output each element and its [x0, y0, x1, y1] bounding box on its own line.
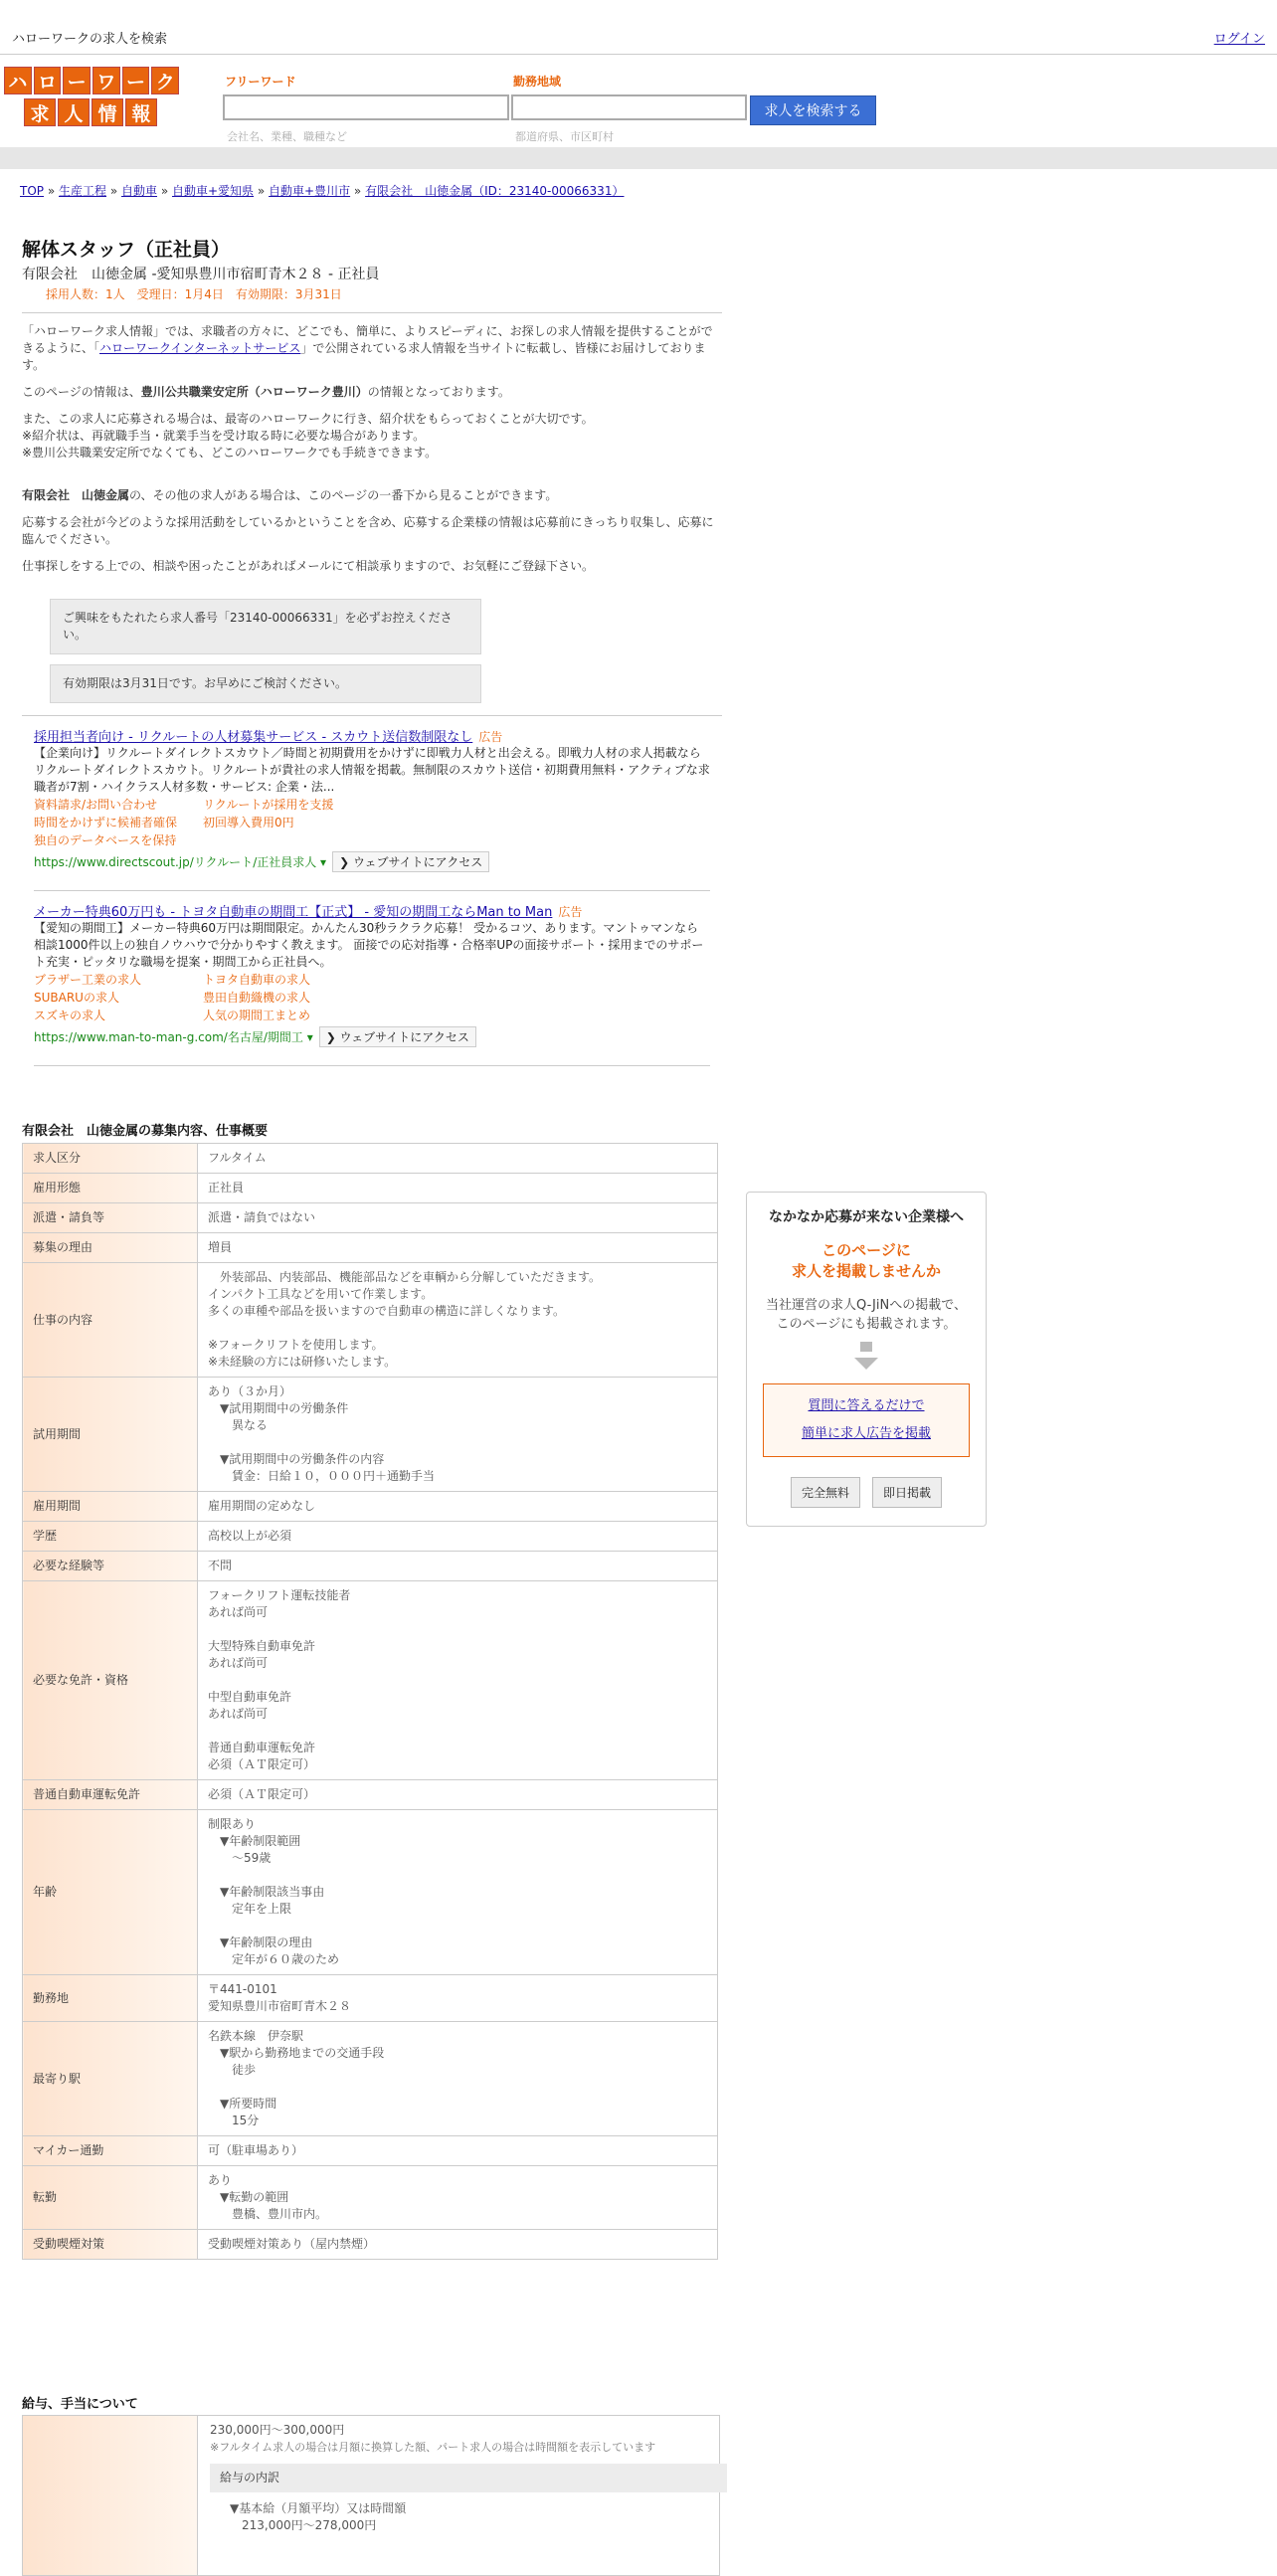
- detail-key: 学歴: [23, 1522, 198, 1552]
- office-name: 豊川公共職業安定所（ハローワーク豊川）: [140, 385, 368, 399]
- detail-value: 不問: [198, 1552, 718, 1581]
- breadcrumb-link[interactable]: TOP: [20, 184, 45, 198]
- ad-sitelink[interactable]: SUBARUの求人: [34, 991, 119, 1005]
- area-label: 勤務地域: [513, 75, 562, 89]
- down-arrow-icon: [854, 1358, 878, 1370]
- detail-key: 必要な経験等: [23, 1552, 198, 1581]
- detail-value: 外装部品、内装部品、機能部品などを車輌から分解していただきます。 インパクト工具などを用いて作業します。 多くの車種や部品を扱いますので自動車の構造に詳しくなります。 ※フォークリフトを使用します。 ※未経験の方には研修いたします。: [198, 1263, 718, 1378]
- details-title: 有限会社 山徳金属の募集内容、仕事概要: [22, 1124, 269, 1139]
- logo-char: ハ: [4, 67, 32, 94]
- detail-row: [23, 1810, 718, 1975]
- detail-value: フルタイム: [198, 1144, 718, 1174]
- detail-key: 仕事の内容: [23, 1263, 198, 1378]
- salary-title: 給与、手当について: [22, 2397, 138, 2412]
- breadcrumb-separator: »: [350, 184, 366, 198]
- detail-value: 雇用期間の定めなし: [198, 1492, 718, 1522]
- logo-char: 情: [91, 98, 123, 126]
- detail-value: 必須（ＡＴ限定可）: [198, 1780, 718, 1810]
- detail-row: [23, 1492, 718, 1522]
- visit-website-button[interactable]: ❯ ウェブサイトにアクセス: [319, 1026, 476, 1047]
- detail-key: 雇用期間: [23, 1492, 198, 1522]
- detail-key: マイカー通勤: [23, 2136, 198, 2166]
- ad-title-row: [34, 726, 710, 745]
- detail-key: 派遣・請負等: [23, 1203, 198, 1233]
- breadcrumb-separator: »: [44, 184, 59, 198]
- salary-item-label: ▼基本給（月額平均）又は時間額: [230, 2501, 407, 2515]
- ad-sitelink[interactable]: 初回導入費用0円: [203, 816, 294, 829]
- detail-row: [23, 1378, 718, 1492]
- expiry-notice: 有効期限は3月31日です。お早めにご検討ください。: [50, 664, 481, 703]
- salary-note: ※フルタイム求人の場合は月額に換算した額、パート求人の場合は時間額を表示しています: [210, 2441, 656, 2454]
- intro-text: ※紹介状は、再就職手当・就業手当を受け取る時に必要な場合があります。: [22, 429, 426, 443]
- keyword-input[interactable]: [223, 94, 509, 120]
- detail-value: 高校以上が必須: [198, 1522, 718, 1552]
- intro-text: 「ハローワーク求人情報」では、求職者の方々に、どこでも、簡単に、よりスピーディに、お探しの求人情報を提供することができるように、「: [22, 324, 713, 355]
- salary-table: [22, 2415, 720, 2576]
- keyword-help: 会社名、業種、職種など: [227, 130, 347, 143]
- detail-key: 募集の理由: [23, 1233, 198, 1263]
- logo-char: 人: [58, 98, 90, 126]
- header: [0, 55, 1277, 146]
- logo-char: ロ: [34, 67, 62, 94]
- ad-description: 【愛知の期間工】メーカー特典60万円は期間限定。かんたん30秒ラクラク応募！ 受かるコツ、あります。マントゥマンなら相談1000件以上の独自ノウハウで分かりやすく教えます。 面接での応対指導・合格率UPの面接サポート・採用までのサポート充実・ピッタリな職場を提案・期間工から正社員へ。: [34, 921, 704, 969]
- ad-sitelink[interactable]: 豊田自動織機の求人: [203, 991, 311, 1005]
- salary-item-value: 213,000円〜278,000円: [242, 2518, 377, 2532]
- detail-key: 勤務地: [23, 1975, 198, 2022]
- detail-value: 受動喫煙対策あり（屋内禁煙）: [198, 2230, 718, 2260]
- ad-label: 広告: [478, 730, 503, 744]
- detail-value: あり ▼転勤の範囲 豊橋、豊川市内。: [198, 2166, 718, 2230]
- ad-sitelinks: [34, 971, 710, 1024]
- intro-text: また、この求人に応募される場合は、最寄のハローワークに行き、紹介状をもらっておくことが大切です。: [22, 412, 594, 426]
- detail-row: [23, 2230, 718, 2260]
- employer-promo-panel: [746, 1192, 987, 1527]
- ad-title-link[interactable]: 採用担当者向け - リクルートの人材募集サービス - スカウト送信数制限なし: [34, 730, 473, 745]
- intro-paragraph-1: [22, 323, 722, 374]
- ad-title-link[interactable]: メーカー特典60万円も - トヨタ自動車の期間工【正式】 - 愛知の期間工ならMan to Man: [34, 905, 553, 920]
- detail-key: 最寄り駅: [23, 2022, 198, 2136]
- job-number-notice: ご興味をもたれたら求人番号「23140-00066331」を必ずお控えください。: [50, 599, 481, 654]
- area-input[interactable]: [511, 94, 747, 120]
- promo-text: 当社運営の求人Q-JiNへの掲載で、 このページにも掲載されます。: [766, 1298, 967, 1332]
- promo-highlight: このページに 求人を掲載しませんか: [791, 1241, 941, 1280]
- company-name: 有限会社 山徳金属: [22, 488, 130, 502]
- same-day-button[interactable]: 即日掲載: [872, 1477, 942, 1508]
- intro-paragraph-4: [22, 487, 722, 504]
- detail-key: 転勤: [23, 2166, 198, 2230]
- detail-row: [23, 2022, 718, 2136]
- breadcrumb-link[interactable]: 自動車+豊川市: [269, 184, 351, 198]
- ad-url-row: [34, 851, 710, 872]
- detail-row: [23, 1780, 718, 1810]
- detail-row: [23, 1975, 718, 2022]
- ad-sitelink[interactable]: 独自のデータベースを保持: [34, 833, 177, 847]
- job-subtitle: 有限会社 山徳金属 -愛知県豊川市宿町青木２８ - 正社員: [22, 267, 380, 282]
- breadcrumb-link[interactable]: 自動車+愛知県: [172, 184, 255, 198]
- detail-row: [23, 1233, 718, 1263]
- main-content: [22, 235, 722, 2260]
- ad-sitelink[interactable]: 資料請求/お問い合わせ: [34, 798, 158, 812]
- breadcrumb-link[interactable]: 生産工程: [59, 184, 107, 198]
- detail-value: 〒441-0101 愛知県豊川市宿町青木２８: [198, 1975, 718, 2022]
- detail-value: 名鉄本線 伊奈駅 ▼駅から勤務地までの交通手段 徒歩 ▼所要時間 15分: [198, 2022, 718, 2136]
- ad-url[interactable]: https://www.man-to-man-g.com/名古屋/期間工 ▾: [34, 1030, 313, 1044]
- detail-row: [23, 2166, 718, 2230]
- promo-heading: なかなか応募が来ない企業様へ: [769, 1209, 964, 1225]
- logo-char: ー: [63, 67, 91, 94]
- top-bar: [0, 0, 1277, 55]
- ad-url-row: [34, 1026, 710, 1047]
- intro-text: の情報となっております。: [367, 385, 510, 399]
- detail-key: 受動喫煙対策: [23, 2230, 198, 2260]
- breadcrumb: [20, 182, 624, 199]
- logo-char: 報: [125, 98, 157, 126]
- detail-row: [23, 2136, 718, 2166]
- job-meta: 採用人数：1人 受理日：1月4日 有効期限：3月31日: [46, 287, 342, 301]
- breadcrumb-separator: »: [254, 184, 270, 198]
- ad-sitelinks: [34, 796, 710, 849]
- detail-key: 年齢: [23, 1810, 198, 1975]
- detail-row: [23, 1522, 718, 1552]
- hellowork-logo[interactable]: [4, 67, 179, 124]
- detail-row: [23, 1552, 718, 1581]
- free-button[interactable]: 完全無料: [791, 1477, 860, 1508]
- salary-item: [230, 2500, 727, 2534]
- intro-paragraph-6: 仕事探しをする上での、相談や困ったことがあればメールにて相談承りますので、お気軽にご登録下さい。: [22, 559, 595, 573]
- detail-row: [23, 1263, 718, 1378]
- salary-breakdown-header: 給与の内訳: [210, 2464, 727, 2492]
- detail-key: 雇用形態: [23, 1174, 198, 1203]
- intro-paragraph-3: [22, 411, 722, 461]
- ad-label: 広告: [558, 905, 583, 919]
- ad-description: 【企業向け】リクルートダイレクトスカウト／時間と初期費用をかけずに即戦力人材と出会える。即戦力人材の求人掲載ならリクルートダイレクトスカウト。リクルートが貴社の求人情報を掲載。無制限のスカウト送信・初期費用無料・アクティブな求職者が7割・ハイクラス人材多数・サービス: 企業・法...: [34, 746, 710, 794]
- salary-key-cell: [23, 2416, 198, 2575]
- logo-char: ク: [151, 67, 179, 94]
- detail-key: 普通自動車運転免許: [23, 1780, 198, 1810]
- area-help: 都道府県、市区町村: [515, 130, 614, 143]
- sponsored-ad: [34, 716, 710, 882]
- site-title: ハローワークの求人を検索: [12, 32, 168, 47]
- detail-value: あり（３か月） ▼試用期間中の労働条件 異なる ▼試用期間中の労働条件の内容 賃金：日給１０，０００円＋通勤手当: [198, 1378, 718, 1492]
- detail-row: [23, 1203, 718, 1233]
- salary-value-cell: [210, 2422, 727, 2534]
- breadcrumb-link[interactable]: 有限会社 山徳金属（ID：23140-00066331）: [365, 184, 625, 198]
- breadcrumb-link[interactable]: 自動車: [121, 184, 158, 198]
- job-title: 解体スタッフ（正社員）: [22, 239, 231, 261]
- detail-value: 正社員: [198, 1174, 718, 1203]
- detail-key: 試用期間: [23, 1378, 198, 1492]
- ad-sitelink[interactable]: スズキの求人: [34, 1009, 106, 1022]
- intro-paragraph-2: [22, 384, 722, 401]
- intro-text: の、その他の求人がある場合は、このページの一番下から見ることができます。: [129, 488, 558, 502]
- visit-website-button[interactable]: ❯ ウェブサイトにアクセス: [332, 851, 489, 872]
- detail-value: 制限あり ▼年齢制限範囲 〜59歳 ▼年齢制限該当事由 定年を上限 ▼年齢制限の理由 定年が６０歳のため: [198, 1810, 718, 1975]
- divider: [22, 312, 722, 313]
- search-button[interactable]: 求人を検索する: [750, 95, 876, 125]
- ad-sitelink[interactable]: 人気の期間工まとめ: [203, 1009, 311, 1022]
- detail-row: [23, 1144, 718, 1174]
- logo-char: 求: [24, 98, 56, 126]
- intro-text: このページの情報は、: [22, 385, 141, 399]
- detail-value: フォークリフト運転技能者 あれば尚可 大型特殊自動車免許 あれば尚可 中型自動車免許 あれば尚可 普通自動車運転免許 必須（ＡＴ限定可）: [198, 1581, 718, 1780]
- intro-text: ※豊川公共職業安定所でなくても、どこのハローワークでも手続きできます。: [22, 446, 438, 460]
- sponsored-ad: [34, 891, 710, 1057]
- ad-sitelink[interactable]: ブラザー工業の求人: [34, 973, 142, 987]
- down-arrow-icon: [860, 1342, 872, 1352]
- promo-buttons: [747, 1477, 986, 1508]
- login-link[interactable]: ログイン: [1213, 32, 1265, 47]
- promo-link-1[interactable]: 質問に答えるだけで: [808, 1398, 925, 1413]
- salary-range: 230,000円〜300,000円: [210, 2423, 345, 2437]
- detail-value: 可（駐車場あり）: [198, 2136, 718, 2166]
- header-divider: [0, 147, 1277, 169]
- intro-paragraph-5: 応募する会社が今どのような採用活動をしているかということを含め、応募する企業様の情報は応募前にきっちり収集し、応募に臨んでください。: [22, 515, 714, 546]
- detail-row: [23, 1581, 718, 1780]
- ad-url[interactable]: https://www.directscout.jp/リクルート/正社員求人 ▾: [34, 855, 327, 869]
- ad-title-row: [34, 901, 710, 920]
- detail-row: [23, 1174, 718, 1203]
- ad-sitelink[interactable]: リクルートが採用を支援: [203, 798, 334, 812]
- intro-text: 」で公開されている求人情報を当サイトに転載し、皆様にお届けしております。: [22, 341, 706, 372]
- detail-value: 派遣・請負ではない: [198, 1203, 718, 1233]
- hellowork-internet-link[interactable]: ハローワークインターネットサービス: [99, 341, 301, 355]
- breadcrumb-separator: »: [157, 184, 172, 198]
- logo-char: ー: [122, 67, 150, 94]
- logo-char: ワ: [92, 67, 120, 94]
- keyword-label: フリーワード: [225, 75, 296, 89]
- detail-key: 必要な免許・資格: [23, 1581, 198, 1780]
- job-details-table: [22, 1143, 718, 2260]
- detail-value: 増員: [198, 1233, 718, 1263]
- promo-link-box: [763, 1383, 970, 1457]
- detail-key: 求人区分: [23, 1144, 198, 1174]
- ad-sitelink[interactable]: トヨタ自動車の求人: [203, 973, 311, 987]
- ad-sitelink[interactable]: 時間をかけずに候補者確保: [34, 816, 178, 829]
- promo-link-2[interactable]: 簡単に求人広告を掲載: [801, 1426, 931, 1441]
- breadcrumb-separator: »: [106, 184, 121, 198]
